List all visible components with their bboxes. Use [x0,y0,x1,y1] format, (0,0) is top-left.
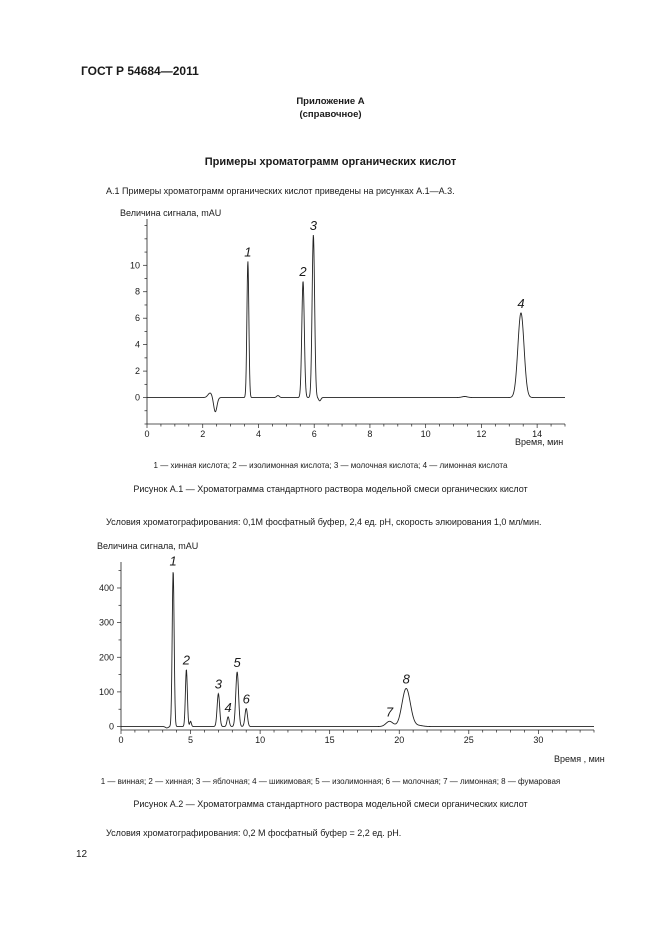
chart1-xlabel: Время, мин [515,437,564,447]
peak-label: 3 [214,676,222,692]
figure1-legend: 1 — хинная кислота; 2 — изолимонная кислота; 3 — молочная кислота; 4 — лимонная кислота [153,461,508,470]
peak-label: 3 [309,217,317,233]
peak-label: 4 [224,699,232,715]
peak-label: 1 [244,244,252,260]
x-tick-label: 20 [394,735,405,745]
peak-label: 4 [517,295,525,311]
signal-trace [121,572,594,728]
x-tick-label: 0 [144,429,150,439]
chart-2-chromatogram [0,550,661,770]
x-tick-label: 4 [255,429,261,439]
appendix-subtitle: (справочное) [299,109,362,120]
y-tick-label: 300 [98,617,114,628]
appendix-title: Приложение А [296,96,365,107]
x-tick-label: 8 [367,429,373,439]
chart-1-chromatogram [0,215,661,475]
page-number: 12 [76,849,88,860]
x-tick-label: 2 [200,429,206,439]
y-tick-label: 10 [129,260,140,271]
y-tick-label: 100 [98,686,114,697]
x-tick-label: 30 [533,735,544,745]
y-tick-label: 200 [98,652,114,663]
figure1-conditions: Условия хроматографирования: 0,1М фосфатный буфер, 2,4 ед. pH, скорость элюирования 1,0 мл/мин. [106,517,542,527]
x-tick-label: 0 [118,735,124,745]
x-tick-label: 12 [476,429,487,439]
y-tick-label: 0 [108,721,114,732]
x-tick-label: 15 [324,735,335,745]
figure2-caption: Рисунок А.2 — Хроматограмма стандартного раствора модельной смеси органических кислот [133,799,528,809]
peak-label: 1 [169,553,177,569]
x-tick-label: 25 [463,735,474,745]
section-title: Примеры хроматограмм органических кислот [204,156,457,168]
peak-label: 2 [182,652,191,668]
peak-label: 5 [233,654,241,670]
y-tick-label: 0 [134,392,140,403]
figure1-caption: Рисунок А.1 — Хроматограмма стандартного раствора модельной смеси органических кислот [133,484,528,494]
x-tick-label: 10 [420,429,431,439]
peak-label: 8 [402,671,410,687]
peak-label: 2 [299,264,307,280]
chart2-xlabel: Время , мин [554,754,605,764]
peak-label: 7 [385,704,394,720]
chart2-ylabel: Величина сигнала, mAU [97,541,199,551]
y-tick-label: 8 [134,286,140,297]
signal-trace [147,235,565,412]
y-tick-label: 400 [98,582,114,593]
figure2-legend: 1 — винная; 2 — хинная; 3 — яблочная; 4 — шикимовая; 5 — изолимонная; 6 — молочная; 7 — лимонная; 8 — фумаровая [100,777,561,786]
figure2-conditions: Условия хроматографирования: 0,2 М фосфатный буфер = 2,2 ед. pH. [106,828,402,838]
y-tick-label: 4 [134,339,140,350]
y-tick-label: 6 [134,313,140,324]
peak-label: 6 [242,691,250,707]
y-tick-label: 2 [134,366,140,377]
x-tick-label: 14 [532,429,543,439]
x-tick-label: 5 [188,735,194,745]
x-tick-label: 6 [311,429,317,439]
x-tick-label: 10 [255,735,266,745]
document-code: ГОСТ Р 54684—2011 [81,64,199,78]
intro-paragraph: А.1 Примеры хроматограмм органических кислот приведены на рисунках А.1—А.3. [106,186,455,196]
chart1-ylabel: Величина сигнала, mAU [120,208,222,218]
